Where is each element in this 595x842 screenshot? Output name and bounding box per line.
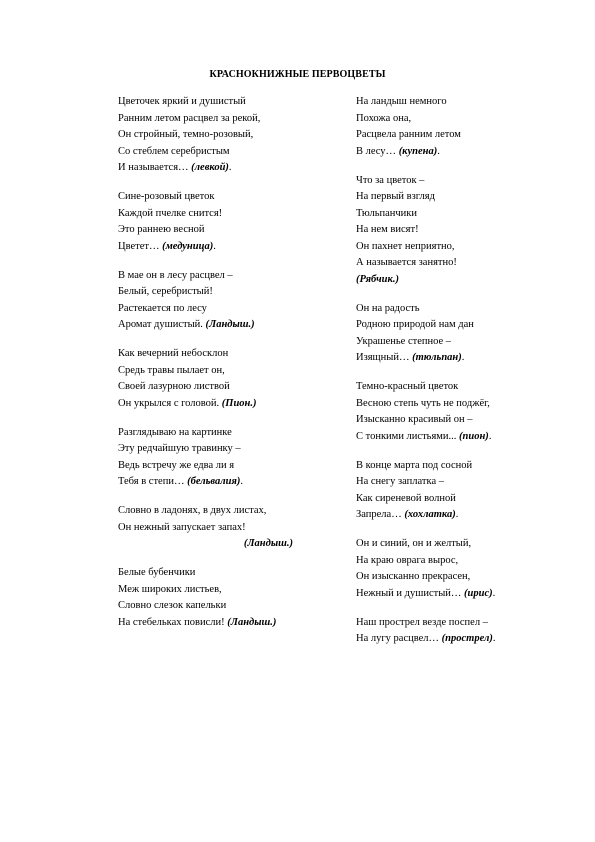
poem-line: Украшенье степное – (356, 335, 452, 347)
poem-line (356, 272, 571, 289)
line-text: Он укрылся с головой. (118, 397, 222, 409)
poem-line: Ранним летом расцвел за рекой, (118, 112, 261, 124)
riddle-answer: (Пион.) (221, 397, 257, 409)
poem-line (118, 317, 343, 334)
poem-line (118, 160, 343, 177)
poem-line: Тюльпанчики (356, 207, 418, 219)
left-column (118, 94, 343, 644)
riddle-stanza (356, 301, 571, 367)
poem-line: Родною природой нам дан (356, 319, 474, 330)
line-text: На лугу расцвел… (356, 633, 442, 644)
riddle-stanza (118, 425, 343, 491)
riddle-answer: (Ландыш.) (243, 538, 293, 549)
poem-line (118, 474, 343, 491)
riddle-stanza (118, 268, 343, 334)
poem-line: Каждой пчелке снится! (118, 207, 223, 219)
riddle-answer: (ирис) (464, 587, 493, 599)
poem-line: Средь травы пылает он, (118, 364, 225, 376)
line-text: Аромат душистый. (118, 319, 206, 330)
line-text: Изящный… (356, 352, 413, 363)
riddle-answer: (тюльпан) (412, 352, 462, 363)
poem-line: Изысканно красивый он – (356, 414, 473, 425)
poem-line: Расцвела ранним летом (356, 129, 461, 140)
poem-line: Словно в ладонях, в двух листах, (118, 505, 267, 516)
poem-line: Как вечерний небосклон (118, 348, 229, 359)
poem-line: Темно-красный цветок (356, 381, 459, 392)
poem-line: Он нежный запускает запах! (118, 521, 246, 533)
poem-line: В конце марта под сосной (356, 459, 473, 471)
poem-line: Меж широких листьев, (118, 583, 222, 595)
poem-line: Своей лазурною листвой (118, 381, 230, 392)
riddle-stanza (356, 173, 571, 289)
poem-line (118, 536, 343, 553)
riddle-stanza (356, 615, 571, 648)
poem-line: Сине-розовый цветок (118, 191, 215, 202)
punctuation: . (492, 633, 496, 644)
poem-line: Он изысканно прекрасен, (356, 571, 471, 582)
poem-line (356, 350, 571, 367)
riddle-answer: (Ландыш.) (205, 319, 255, 330)
riddle-answer: (Ландыш.) (227, 616, 277, 628)
riddle-stanza (356, 536, 571, 602)
line-text: Нежный и душистый… (356, 587, 465, 599)
line-text: В лесу… (356, 145, 399, 157)
riddle-stanza (118, 94, 343, 177)
punctuation: . (488, 430, 492, 442)
riddle-answer: (купена) (398, 145, 438, 157)
riddle-stanza (118, 503, 343, 553)
poem-line: Разглядываю на картинке (118, 426, 232, 438)
poem-line: Ведь встречу же едва ли я (118, 459, 235, 471)
punctuation: . (228, 162, 232, 173)
poem-line: В мае он в лесу расцвел – (118, 269, 233, 281)
poem-line: Он на радость (356, 302, 420, 314)
punctuation: . (492, 587, 496, 599)
punctuation: . (437, 145, 440, 157)
poem-line: А называется занятно! (356, 257, 457, 268)
poem-line: Цветочек яркий и душистый (118, 96, 246, 107)
line-text: На стебельках повисли! (118, 616, 228, 628)
riddle-stanza (118, 565, 343, 631)
poem-line: Белые бубенчики (118, 567, 196, 578)
poem-line: На снегу заплатка – (356, 476, 444, 487)
poem-line: Белый, серебристый! (118, 286, 213, 297)
riddle-answer: (медуница) (162, 240, 214, 252)
riddle-stanza (356, 94, 571, 160)
line-text: Тебя в степи… (118, 476, 188, 487)
riddle-stanza (356, 458, 571, 524)
poem-line (356, 144, 571, 161)
riddle-stanza (118, 189, 343, 255)
page-title: КРАСНОКНИЖНЫЕ ПЕРВОЦВЕТЫ (209, 69, 386, 80)
riddle-stanza (356, 379, 571, 445)
line-text: Запрела… (356, 509, 405, 520)
line-text: Цветет… (118, 240, 163, 252)
poem-line: Похожа она, (356, 112, 412, 124)
poem-line: На краю оврага вырос, (356, 554, 459, 566)
poem-line (356, 631, 571, 648)
poem-line: На нем висят! (356, 224, 419, 235)
riddle-answer: (левкой) (191, 162, 229, 173)
poem-line: Он пахнет неприятно, (356, 240, 455, 252)
poem-line: Эту редчайшую травинку – (118, 443, 241, 454)
poem-line: Что за цветок – (356, 174, 425, 186)
poem-line: Это раннею весной (118, 224, 205, 235)
poem-line (118, 615, 343, 632)
poem-line: Со стеблем серебристым (118, 145, 230, 157)
poem-line (356, 507, 571, 524)
line-text: С тонкими листьями... (356, 430, 460, 442)
poem-line: Как сиреневой волной (356, 492, 456, 504)
riddle-answer: (хохлатка) (404, 509, 456, 520)
punctuation: . (461, 352, 465, 363)
riddle-answer: (Рябчик.) (356, 273, 399, 285)
poem-line (118, 239, 343, 256)
poem-line: Он и синий, он и желтый, (356, 538, 472, 549)
poem-line (356, 586, 571, 603)
punctuation: . (240, 476, 244, 487)
poem-line: На ландыш немного (356, 96, 447, 107)
poem-line: Весною степь чуть не поджёг, (356, 397, 490, 409)
riddle-stanza (118, 346, 343, 412)
poem-line: На первый взгляд (356, 191, 435, 202)
riddle-answer: (пион) (459, 430, 489, 442)
poem-line: Словно слезок капельки (118, 600, 227, 611)
poem-line (118, 396, 343, 413)
poem-line: Наш прострел везде поспел – (356, 616, 488, 628)
poem-line: Он стройный, темно-розовый, (118, 129, 254, 140)
line-text: И называется… (118, 162, 192, 173)
riddle-answer: (бельвалия) (187, 476, 241, 487)
riddle-answer: (прострел) (441, 633, 493, 644)
right-column (356, 94, 571, 660)
punctuation: . (213, 240, 216, 252)
poem-line (356, 429, 571, 446)
punctuation: . (455, 509, 459, 520)
poem-line: Растекается по лесу (118, 302, 207, 314)
